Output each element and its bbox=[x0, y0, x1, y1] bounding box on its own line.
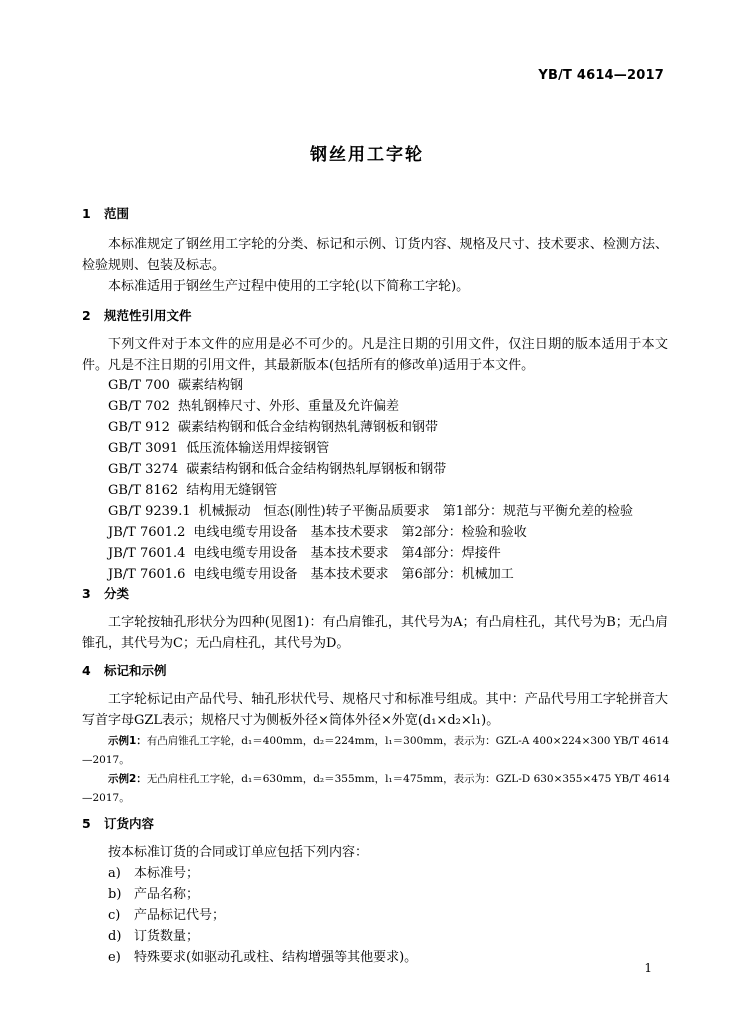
standard-code: YB/T 4614—2017 bbox=[538, 68, 664, 83]
list-text: 特殊要求(如驱动孔或柱、结构增强等其他要求)。 bbox=[134, 950, 418, 965]
reference-code: JB/T 7601.2 bbox=[108, 525, 186, 540]
reference-item bbox=[108, 438, 329, 459]
section-number: 2 bbox=[82, 308, 91, 323]
scope-paragraph-2: 本标准适用于钢丝生产过程中使用的工字轮(以下简称工字轮)。 bbox=[108, 279, 470, 294]
reference-title: 机械振动 恒态(刚性)转子平衡品质要求 第1部分：规范与平衡允差的检验 bbox=[198, 504, 634, 519]
example-2 bbox=[82, 770, 672, 808]
list-text: 产品名称； bbox=[134, 887, 200, 902]
reference-code: JB/T 7601.4 bbox=[108, 546, 186, 561]
section-number: 3 bbox=[82, 586, 91, 601]
section-heading-classification bbox=[82, 584, 129, 602]
list-letter: d) bbox=[108, 929, 122, 944]
reference-item bbox=[108, 522, 527, 543]
section-title: 分类 bbox=[104, 586, 130, 601]
reference-code: GB/T 9239.1 bbox=[108, 504, 191, 519]
list-item bbox=[108, 884, 199, 905]
reference-title: 电线电缆专用设备 基本技术要求 第6部分：机械加工 bbox=[193, 567, 514, 582]
reference-item bbox=[108, 564, 514, 585]
reference-item bbox=[108, 480, 277, 501]
reference-title: 碳素结构钢和低合金结构钢热轧厚钢板和钢带 bbox=[186, 462, 447, 477]
reference-item bbox=[108, 396, 399, 417]
list-letter: b) bbox=[108, 887, 122, 902]
section-heading-normative-references bbox=[82, 306, 192, 324]
section-number: 5 bbox=[82, 816, 91, 831]
example-label: 示例1： bbox=[108, 735, 147, 747]
section-heading-marking bbox=[82, 661, 167, 679]
reference-title: 电线电缆专用设备 基本技术要求 第2部分：检验和验收 bbox=[193, 525, 527, 540]
list-text: 订货数量； bbox=[134, 929, 200, 944]
section-heading-scope bbox=[82, 204, 129, 222]
reference-title: 热轧钢棒尺寸、外形、重量及允许偏差 bbox=[177, 399, 399, 414]
list-text: 产品标记代号； bbox=[134, 908, 226, 923]
reference-title: 低压流体输送用焊接钢管 bbox=[186, 441, 330, 456]
section-number: 4 bbox=[82, 663, 91, 678]
section-title: 规范性引用文件 bbox=[104, 308, 192, 323]
page-title: 钢丝用工字轮 bbox=[310, 145, 424, 165]
reference-item bbox=[108, 459, 446, 480]
list-text: 本标准号； bbox=[134, 866, 200, 881]
reference-item bbox=[108, 375, 243, 396]
reference-title: 电线电缆专用设备 基本技术要求 第4部分：焊接件 bbox=[193, 546, 501, 561]
example-1 bbox=[82, 732, 672, 770]
reference-item bbox=[108, 417, 438, 438]
list-item bbox=[108, 947, 417, 968]
reference-code: JB/T 7601.6 bbox=[108, 567, 186, 582]
list-item bbox=[108, 905, 225, 926]
reference-code: GB/T 3091 bbox=[108, 441, 179, 456]
section-title: 标记和示例 bbox=[104, 663, 167, 678]
section-title: 订货内容 bbox=[104, 816, 155, 831]
marking-paragraph: 工字轮标记由产品代号、轴孔形状代号、规格尺寸和标准号组成。其中：产品代号用工字轮拼音大写首字母GZL表示；规格尺寸为侧板外径×筒体外径×外宽(d₁×d₂×l₁)。 bbox=[82, 692, 668, 728]
reference-code: GB/T 3274 bbox=[108, 462, 179, 477]
scope-paragraph-1: 本标准规定了钢丝用工字轮的分类、标记和示例、订货内容、规格及尺寸、技术要求、检测方法、检验规则、包装及标志。 bbox=[82, 237, 668, 273]
reference-title: 碳素结构钢 bbox=[177, 378, 243, 393]
reference-code: GB/T 700 bbox=[108, 378, 170, 393]
ordering-paragraph: 按本标准订货的合同或订单应包括下列内容： bbox=[108, 845, 369, 860]
reference-title: 结构用无缝钢管 bbox=[186, 483, 278, 498]
references-intro-paragraph: 下列文件对于本文件的应用是必不可少的。凡是注日期的引用文件，仅注日期的版本适用于本文件。凡是不注日期的引用文件，其最新版本(包括所有的修改单)适用于本文件。 bbox=[82, 337, 668, 373]
reference-title: 碳素结构钢和低合金结构钢热轧薄钢板和钢带 bbox=[177, 420, 438, 435]
section-title: 范围 bbox=[104, 206, 130, 221]
reference-code: GB/T 8162 bbox=[108, 483, 179, 498]
example-label: 示例2： bbox=[108, 773, 147, 785]
list-letter: a) bbox=[108, 866, 121, 881]
reference-code: GB/T 912 bbox=[108, 420, 170, 435]
list-letter: e) bbox=[108, 950, 121, 965]
example-text: 有凸肩锥孔工字轮，d₁＝400mm，d₂＝224mm，l₁＝300mm，表示为：GZL-A 400×224×300 YB/T 4614—2017。 bbox=[82, 735, 670, 766]
list-letter: c) bbox=[108, 908, 121, 923]
reference-item bbox=[108, 543, 501, 564]
page-number: 1 bbox=[644, 961, 652, 975]
section-heading-ordering bbox=[82, 814, 154, 832]
reference-item bbox=[108, 501, 633, 522]
list-item bbox=[108, 926, 199, 947]
section-number: 1 bbox=[82, 206, 91, 221]
list-item bbox=[108, 863, 199, 884]
classification-paragraph: 工字轮按轴孔形状分为四种(见图1)：有凸肩锥孔，其代号为A；有凸肩柱孔，其代号为B；无凸肩锥孔，其代号为C；无凸肩柱孔，其代号为D。 bbox=[82, 615, 668, 651]
example-text: 无凸肩柱孔工字轮，d₁＝630mm，d₂＝355mm，l₁＝475mm，表示为：GZL-D 630×355×475 YB/T 4614—2017。 bbox=[82, 773, 670, 804]
reference-code: GB/T 702 bbox=[108, 399, 170, 414]
